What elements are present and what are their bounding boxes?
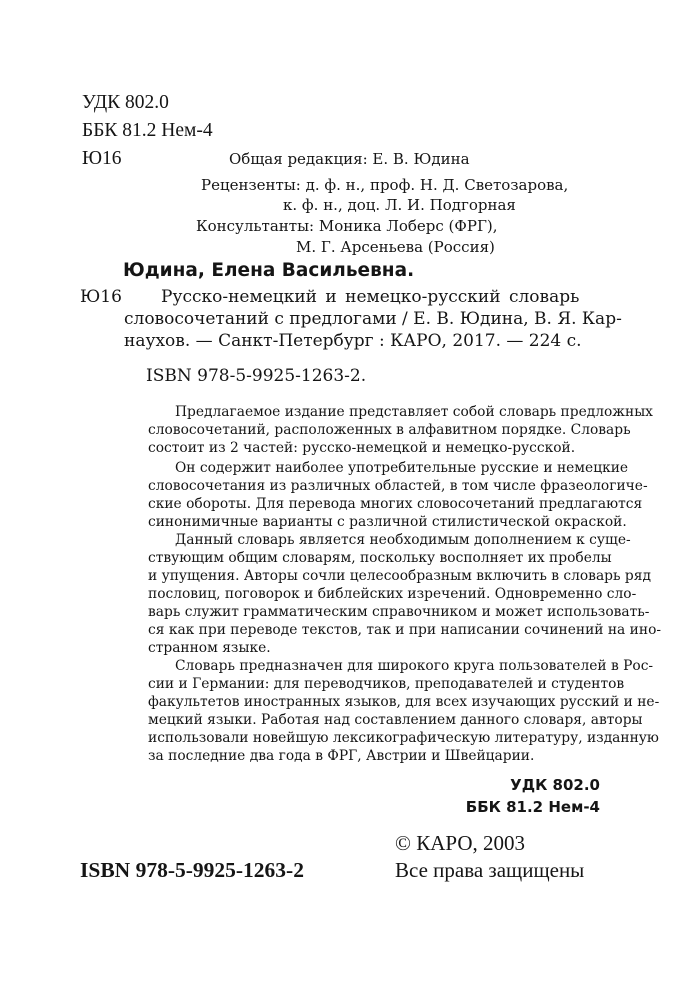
annotation-line: словосочетания из различных областей, в том числе фразеологиче-: [148, 478, 648, 494]
consultants-credit-cont: М. Г. Арсеньева (Россия): [296, 238, 495, 256]
author-heading: Юдина, Елена Васильевна.: [123, 260, 415, 281]
annotation-line: Он содержит наиболее употребительные русские и немецкие: [175, 460, 629, 476]
classification-udk: УДК 802.0: [510, 776, 600, 794]
catalog-title-line-2: словосочетаний с предлогами / Е. В. Юдина, В. Я. Кар-: [124, 309, 622, 329]
footer-isbn: ISBN 978-5-9925-1263-2: [80, 858, 304, 882]
annotation-line: за последние два года в ФРГ, Австрии и Швейцарии.: [148, 748, 535, 764]
annotation-line: ствующим общим словарям, поскольку восполняет их пробелы: [148, 550, 612, 566]
consultants-credit: Консультанты: Моника Лоберс (ФРГ),: [196, 217, 498, 235]
reviewers-credit: Рецензенты: д. ф. н., проф. Н. Д. Светозарова,: [201, 176, 569, 194]
author-mark: Ю16: [82, 148, 122, 169]
catalog-author-mark: Ю16: [80, 287, 122, 307]
annotation-line: ские обороты. Для перевода многих словосочетаний предлагаются: [148, 496, 643, 512]
annotation-paragraph-1: [148, 403, 653, 457]
catalog-title-line-3: наухов. — Санкт-Петербург : КАРО, 2017. — 224 с.: [124, 331, 582, 351]
catalog-title-line-1: Русско-немецкий и немецко-русский словарь: [161, 287, 580, 307]
annotation-line: и упущения. Авторы сочли целесообразным включить в словарь ряд: [148, 568, 651, 584]
annotation-paragraph-4: [148, 657, 660, 765]
annotation-line: использовали новейшую лексикографическую литературу, изданную: [148, 730, 659, 746]
rights-reserved: Все права защищены: [395, 858, 585, 882]
annotation-line: странном языке.: [148, 640, 271, 656]
udk-code: УДК 802.0: [82, 92, 169, 113]
annotation-line: факультетов иностранных языков, для всех изучающих русский и не-: [148, 694, 660, 710]
annotation-line: состоит из 2 частей: русско-немецкой и немецко-русской.: [148, 440, 576, 456]
annotation-line: Словарь предназначен для широкого круга пользователей в Рос-: [175, 658, 654, 674]
annotation-line: пословиц, поговорок и библейских изречений. Одновременно сло-: [148, 586, 637, 602]
annotation-paragraph-3: [148, 531, 662, 657]
editor-credit: Общая редакция: Е. В. Юдина: [229, 150, 470, 168]
annotation-line: мецкий языки. Работая над составлением данного словаря, авторы: [148, 712, 643, 728]
annotation-line: синонимичные варианты с различной стилистической окраской.: [148, 514, 627, 530]
annotation-line: ся как при переводе текстов, так и при написании сочинений на ино-: [148, 622, 662, 638]
annotation-line: словосочетаний, расположенных в алфавитном порядке. Словарь: [148, 422, 631, 438]
annotation-line: варь служит грамматическим справочником и может использовать-: [148, 604, 650, 620]
catalog-isbn: ISBN 978-5-9925-1263-2.: [146, 366, 367, 386]
classification-bbk: ББК 81.2 Нем-4: [465, 798, 600, 816]
copyright: © КАРО, 2003: [395, 831, 525, 855]
reviewers-credit-cont: к. ф. н., доц. Л. И. Подгорная: [283, 196, 516, 214]
annotation-line: сии и Германии: для переводчиков, преподавателей и студентов: [148, 676, 625, 692]
annotation-line: Предлагаемое издание представляет собой словарь предложных: [175, 404, 653, 420]
bbk-code: ББК 81.2 Нем-4: [82, 120, 213, 141]
annotation-paragraph-2: [148, 459, 648, 531]
annotation-line: Данный словарь является необходимым дополнением к суще-: [175, 532, 631, 548]
